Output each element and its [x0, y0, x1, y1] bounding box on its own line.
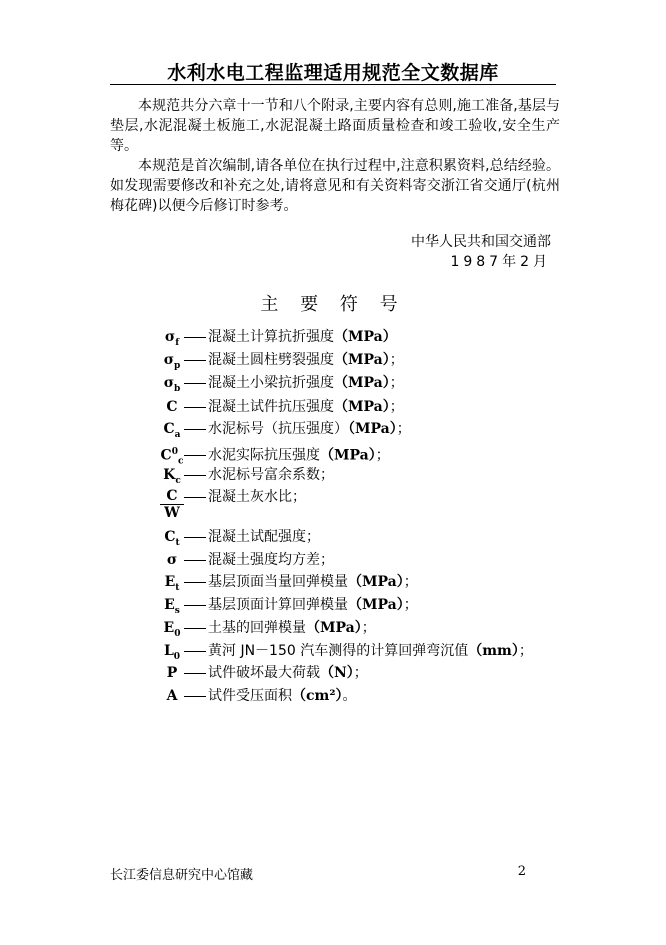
symbol-name	[160, 685, 184, 707]
symbol-row	[160, 396, 404, 418]
symbol-unit: （cm²）	[292, 688, 343, 704]
symbol-unit: （MPa）	[348, 574, 404, 590]
symbol-subscript: c	[175, 475, 181, 486]
symbol-dash	[184, 537, 206, 538]
symbol-terminator: ；	[353, 665, 368, 681]
symbol-dash	[184, 560, 206, 561]
symbol-terminator: ；	[292, 489, 306, 505]
signature-date: 1987年2月	[450, 254, 551, 270]
signature-org: 中华人民共和国交通部	[411, 234, 551, 250]
symbol-dash	[184, 455, 206, 456]
symbol-terminator: ；	[518, 643, 533, 659]
symbol-row	[160, 640, 533, 662]
symbol-subscript: 0	[173, 651, 181, 662]
symbol-base: C	[163, 421, 175, 437]
symbol-subscript: a	[174, 429, 181, 440]
symbol-unit: （MPa）	[334, 399, 390, 415]
symbol-dash	[184, 337, 206, 338]
symbol-subscript: c	[177, 456, 184, 467]
symbol-base: C	[164, 529, 176, 545]
symbol-base: E	[164, 574, 176, 590]
header-rule	[110, 84, 556, 85]
symbol-subscript: t	[175, 582, 180, 593]
footer-library: 长江委信息研究中心馆藏	[110, 868, 254, 883]
symbols-title: 主 要 符 号	[260, 294, 406, 315]
symbol-description: 土基的回弹模量	[208, 620, 306, 636]
symbol-name	[160, 662, 184, 684]
symbol-unit: （MPa）	[348, 421, 397, 437]
symbol-unit: （MPa）	[306, 620, 362, 636]
symbol-unit: （mm）	[468, 643, 519, 659]
symbol-dash	[184, 673, 206, 674]
symbol-dash	[184, 605, 206, 606]
symbol-subscript: 0	[174, 628, 181, 639]
symbol-dash	[184, 696, 206, 697]
symbol-unit: （MPa）	[348, 597, 404, 613]
symbol-description: 混凝土小梁抗折强度	[208, 375, 334, 391]
symbol-base: L	[163, 643, 174, 659]
symbol-dash	[184, 582, 206, 583]
symbol-unit: （MPa）	[334, 375, 390, 391]
symbol-base: σ	[163, 375, 175, 391]
symbol-subscript: b	[174, 383, 181, 394]
symbol-description: 试件破坏最大荷载	[208, 665, 320, 681]
symbol-description: 水泥标号（抗压强度）	[208, 421, 348, 437]
symbol-superscript: 0	[171, 447, 178, 457]
page-number: 2	[517, 864, 526, 879]
paragraph-contents: 本规范共分六章十一节和八个附录,主要内容有总则,施工准备,基层与垫层,水泥混凝土板施工,水泥混凝土路面质量检查和竣工验收,安全生产等。	[110, 98, 560, 154]
symbol-terminator: ；	[320, 552, 334, 568]
symbol-terminator: ；	[375, 447, 390, 464]
symbol-row	[160, 662, 368, 684]
fraction-numerator: C	[160, 488, 184, 505]
symbol-description: 水泥标号富余系数	[208, 467, 320, 483]
symbol-base: E	[164, 597, 175, 613]
symbol-subscript: t	[175, 537, 180, 548]
symbol-dash	[184, 651, 206, 652]
symbol-dash	[184, 429, 206, 430]
symbol-description: 混凝土试配强度	[208, 529, 306, 545]
symbol-description: 基层顶面当量回弹模量	[208, 574, 348, 590]
symbol-name	[160, 396, 184, 418]
symbol-row	[160, 418, 411, 440]
symbol-dash	[184, 497, 206, 498]
symbol-row	[160, 486, 306, 508]
symbol-row	[160, 441, 390, 467]
symbol-terminator: ；	[396, 421, 411, 437]
symbol-description: 混凝土强度均方差	[208, 552, 320, 568]
symbol-terminator: ；	[306, 529, 320, 545]
fraction-denominator: W	[164, 505, 180, 521]
symbol-dash	[184, 475, 206, 476]
symbol-terminator: ；	[361, 620, 376, 636]
symbol-base: σ	[163, 352, 175, 368]
symbol-subscript: p	[174, 360, 181, 371]
symbol-row	[160, 372, 404, 394]
symbol-unit: （MPa）	[334, 329, 397, 345]
symbol-row	[160, 549, 334, 571]
symbol-description: 混凝土灰水比	[208, 489, 292, 505]
symbol-subscript: s	[174, 605, 180, 616]
symbol-base: σ	[166, 552, 178, 568]
symbol-description: 混凝土试件抗压强度	[208, 399, 334, 415]
symbol-base: E	[163, 620, 175, 636]
symbol-row	[160, 526, 320, 548]
symbol-row	[160, 349, 404, 371]
symbol-row	[160, 617, 376, 639]
symbol-description: 混凝土计算抗折强度	[208, 329, 334, 345]
symbol-row	[160, 326, 397, 348]
symbol-description: 黄河 JN－150 汽车测得的计算回弹弯沉值	[208, 643, 469, 659]
symbol-base: A	[166, 688, 178, 704]
symbol-description: 水泥实际抗压强度	[208, 447, 320, 464]
symbol-description: 混凝土圆柱劈裂强度	[208, 352, 334, 368]
symbol-row	[160, 594, 418, 616]
symbol-dash	[184, 407, 206, 408]
header-title: 水利水电工程监理适用规范全文数据库	[167, 62, 499, 84]
symbol-row	[160, 571, 418, 593]
symbol-dash	[184, 383, 206, 384]
symbol-description: 试件受压面积	[208, 688, 292, 704]
symbol-row	[160, 685, 356, 707]
symbol-dash	[184, 360, 206, 361]
symbol-terminator: 。	[342, 688, 357, 704]
symbol-base: C	[166, 399, 178, 415]
symbol-base: K	[163, 467, 176, 483]
symbol-terminator: ；	[389, 352, 404, 368]
symbol-terminator: ；	[389, 399, 404, 415]
symbol-unit: （MPa）	[320, 447, 376, 464]
symbol-subscript: f	[175, 337, 180, 348]
symbol-base: σ	[164, 329, 176, 345]
symbol-unit: （MPa）	[334, 352, 390, 368]
symbol-name	[160, 549, 184, 571]
symbol-terminator: ；	[403, 574, 418, 590]
symbol-description: 基层顶面计算回弹模量	[208, 597, 348, 613]
symbol-terminator: ；	[320, 467, 334, 483]
symbol-unit: （N）	[320, 665, 354, 681]
symbol-terminator: ；	[403, 597, 418, 613]
symbol-row	[160, 464, 334, 486]
symbol-terminator: ；	[389, 375, 404, 391]
paragraph-feedback: 本规范是首次编制,请各单位在执行过程中,注意积累资料,总结经验。如发现需要修改和补充之处,请将意见和有关资料寄交浙江省交通厅(杭州梅花碑)以便今后修订时参考。	[110, 158, 560, 214]
symbol-dash	[184, 628, 206, 629]
symbol-base: C	[160, 447, 172, 464]
symbol-base: P	[166, 665, 178, 681]
